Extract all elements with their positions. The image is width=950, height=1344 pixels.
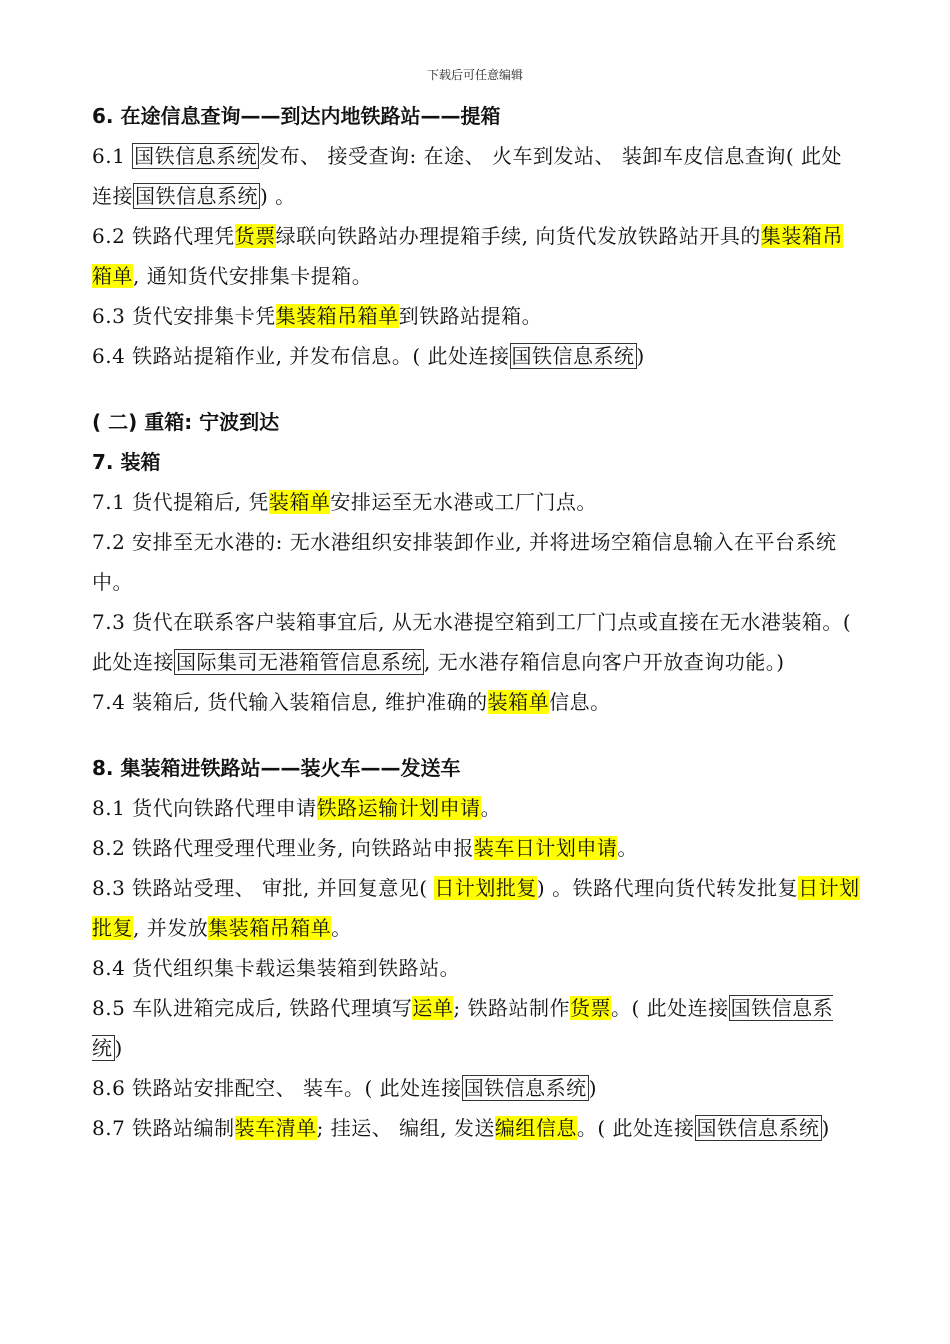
paragraph-6-3: 6.3 货代安排集卡凭集装箱吊箱单到铁路站提箱。 (92, 304, 543, 328)
section-6-title: 6. 在途信息查询——到达内地铁路站——提箱 (92, 104, 501, 128)
highlight-term: 集装箱吊箱单 (92, 224, 843, 288)
paragraph-8-2: 8.2 铁路代理受理代理业务, 向铁路站申报装车日计划申请。 (92, 836, 638, 860)
paragraph-7-2: 7.2 安排至无水港的: 无水港组织安排装卸作业, 并将进场空箱信息输入在平台系统中。 (92, 530, 837, 594)
paragraph-8-4: 8.4 货代组织集卡载运集装箱到铁路站。 (92, 956, 461, 980)
highlight-term: 货票 (234, 224, 276, 248)
highlight-term: 装箱单 (487, 690, 550, 714)
section-7-title: 7. 装箱 (92, 450, 161, 474)
highlight-term: 集装箱吊箱单 (208, 916, 332, 940)
highlight-term: 装车日计划申请 (473, 836, 618, 860)
system-link: 国铁信息系统 (696, 1116, 820, 1140)
system-link: 国铁信息系统 (463, 1076, 587, 1100)
highlight-term: 装车清单 (234, 1116, 317, 1140)
highlight-term: 货票 (570, 996, 611, 1020)
paragraph-8-3: 8.3 铁路站受理、 审批, 并回复意见( 日计划批复) 。铁路代理向货代转发批复日计划批复, 并发放集装箱吊箱单。 (92, 876, 860, 940)
highlight-term: 编组信息 (494, 1116, 577, 1140)
highlight-term: 日计划批复 (92, 876, 860, 940)
paragraph-7-4: 7.4 装箱后, 货代输入装箱信息, 维护准确的装箱单信息。 (92, 690, 611, 714)
system-link: 国铁信息系统 (511, 344, 635, 368)
highlight-term: 日计划批复 (434, 876, 537, 900)
paragraph-6-4: 6.4 铁路站提箱作业, 并发布信息。( 此处连接 国铁信息系统 ) (92, 344, 645, 368)
system-link: 国铁信息系统 (92, 996, 834, 1060)
paragraph-6-2: 6.2 铁路代理凭货票绿联向铁路站办理提箱手续, 向货代发放铁路站开具的集装箱吊箱单, 通知货代安排集卡提箱。 (92, 224, 843, 288)
system-link: 国铁信息系统 (134, 144, 258, 168)
paragraph-8-6: 8.6 铁路站安排配空、 装车。( 此处连接 国铁信息系统 ) (92, 1076, 597, 1100)
highlight-term: 运单 (412, 996, 454, 1020)
paragraph-7-3: 7.3 货代在联系客户装箱事宜后, 从无水港提空箱到工厂门点或直接在无水港装箱。( 此处连接 国际集司无港箱管信息系统 , 无水港存箱信息向客户开放查询功能。) (92, 610, 852, 674)
system-link: 国际集司无港箱管信息系统 (176, 650, 422, 674)
part-2-title: ( 二) 重箱: 宁波到达 (92, 410, 280, 434)
paragraph-8-7: 8.7 铁路站编制装车清单; 挂运、 编组, 发送编组信息。( 此处连接 国铁信息系统 ) (92, 1116, 830, 1140)
paragraph-8-1: 8.1 货代向铁路代理申请铁路运输计划申请。 (92, 796, 502, 820)
system-link: 国铁信息系统 (135, 184, 258, 208)
page-header: 下载后可任意编辑 (426, 68, 523, 82)
highlight-term: 装箱单 (268, 490, 331, 514)
section-8-title: 8. 集装箱进铁路站——装火车——发送车 (92, 756, 461, 780)
highlight-term: 铁路运输计划申请 (316, 796, 481, 820)
highlight-term: 集装箱吊箱单 (275, 304, 399, 328)
paragraph-6-1: 6.1 国铁信息系统 发布、 接受查询: 在途、 火车到发站、 装卸车皮信息查询( 此处连接 国铁信息系统 ) 。 (92, 144, 842, 208)
document-body (92, 96, 862, 1148)
paragraph-7-1: 7.1 货代提箱后, 凭装箱单安排运至无水港或工厂门点。 (92, 490, 597, 514)
paragraph-8-5: 8.5 车队进箱完成后, 铁路代理填写运单; 铁路站制作货票。( 此处连接 国铁信息系统 ) (92, 996, 834, 1060)
